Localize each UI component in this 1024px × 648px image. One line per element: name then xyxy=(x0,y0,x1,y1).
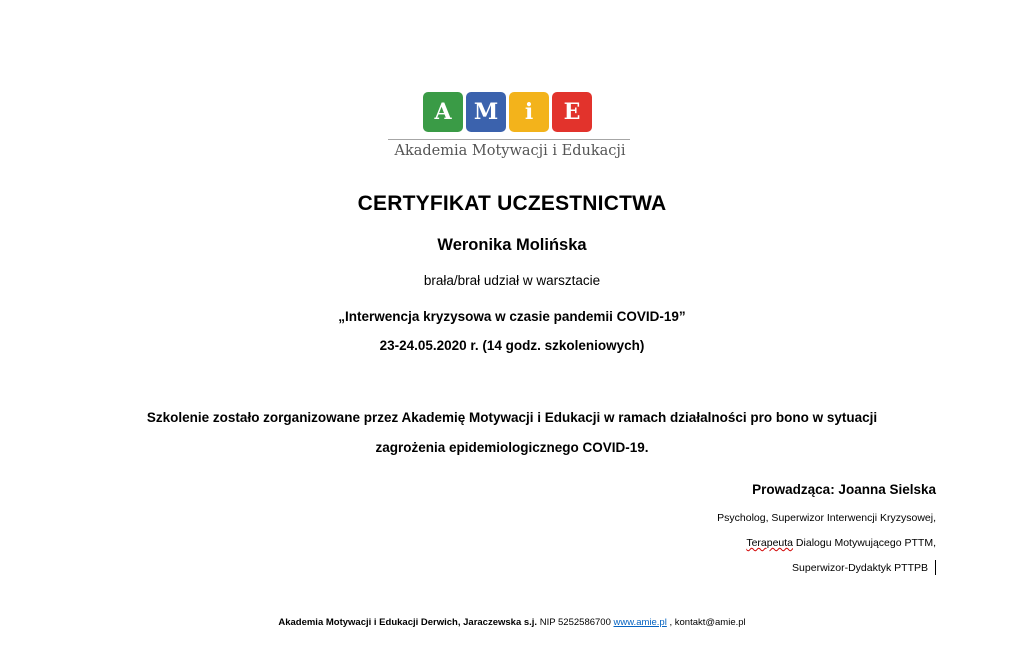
logo-divider xyxy=(388,139,630,140)
organizer-statement-line1: Szkolenie zostało zorganizowane przez Akademię Motywacji i Edukacji w ramach działalności pro bono w sytuacji xyxy=(146,410,878,425)
participant-name: Weronika Molińska xyxy=(437,236,587,254)
trainer-name: Prowadząca: Joanna Sielska xyxy=(752,482,936,497)
spellcheck-word: Terapeuta xyxy=(746,537,794,549)
footer-separator: , xyxy=(666,617,675,628)
trainer-credential-3 xyxy=(792,562,936,574)
trainer-credential-1: Psycholog, Superwizor Interwencji Kryzysowej, xyxy=(717,512,936,524)
text-cursor xyxy=(935,560,936,575)
logo-tile-a: A xyxy=(423,92,463,132)
footer-company: Akademia Motywacji i Edukacji Derwich, Jaraczewska s.j. xyxy=(278,617,538,628)
logo-tile-i: i xyxy=(509,92,549,132)
certificate-title: CERTYFIKAT UCZESTNICTWA xyxy=(357,192,667,215)
trainer-credential-2-rest: Dialogu Motywującego PTTM, xyxy=(793,537,936,549)
logo-caption: Akademia Motywacji i Edukacji xyxy=(394,143,626,159)
footer-nip: NIP 5252586700 xyxy=(537,617,614,628)
logo-tile-e: E xyxy=(552,92,592,132)
workshop-title: „Interwencja kryzysowa w czasie pandemii COVID-19” xyxy=(338,309,686,324)
trainer-credential-3-text: Superwizor-Dydaktyk PTTPB xyxy=(792,562,928,574)
logo-tiles xyxy=(423,92,632,132)
trainer-credential-2 xyxy=(746,537,936,549)
workshop-dates: 23-24.05.2020 r. (14 godz. szkoleniowych) xyxy=(379,338,645,353)
footer-email: kontakt@amie.pl xyxy=(674,617,746,628)
logo-tile-m: M xyxy=(466,92,506,132)
organizer-statement-line2: zagrożenia epidemiologicznego COVID-19. xyxy=(375,440,649,455)
participation-text: brała/brał udział w warsztacie xyxy=(423,273,601,288)
amie-logo xyxy=(388,92,632,159)
footer-website-link[interactable]: www.amie.pl xyxy=(613,617,667,628)
footer xyxy=(0,617,1024,628)
